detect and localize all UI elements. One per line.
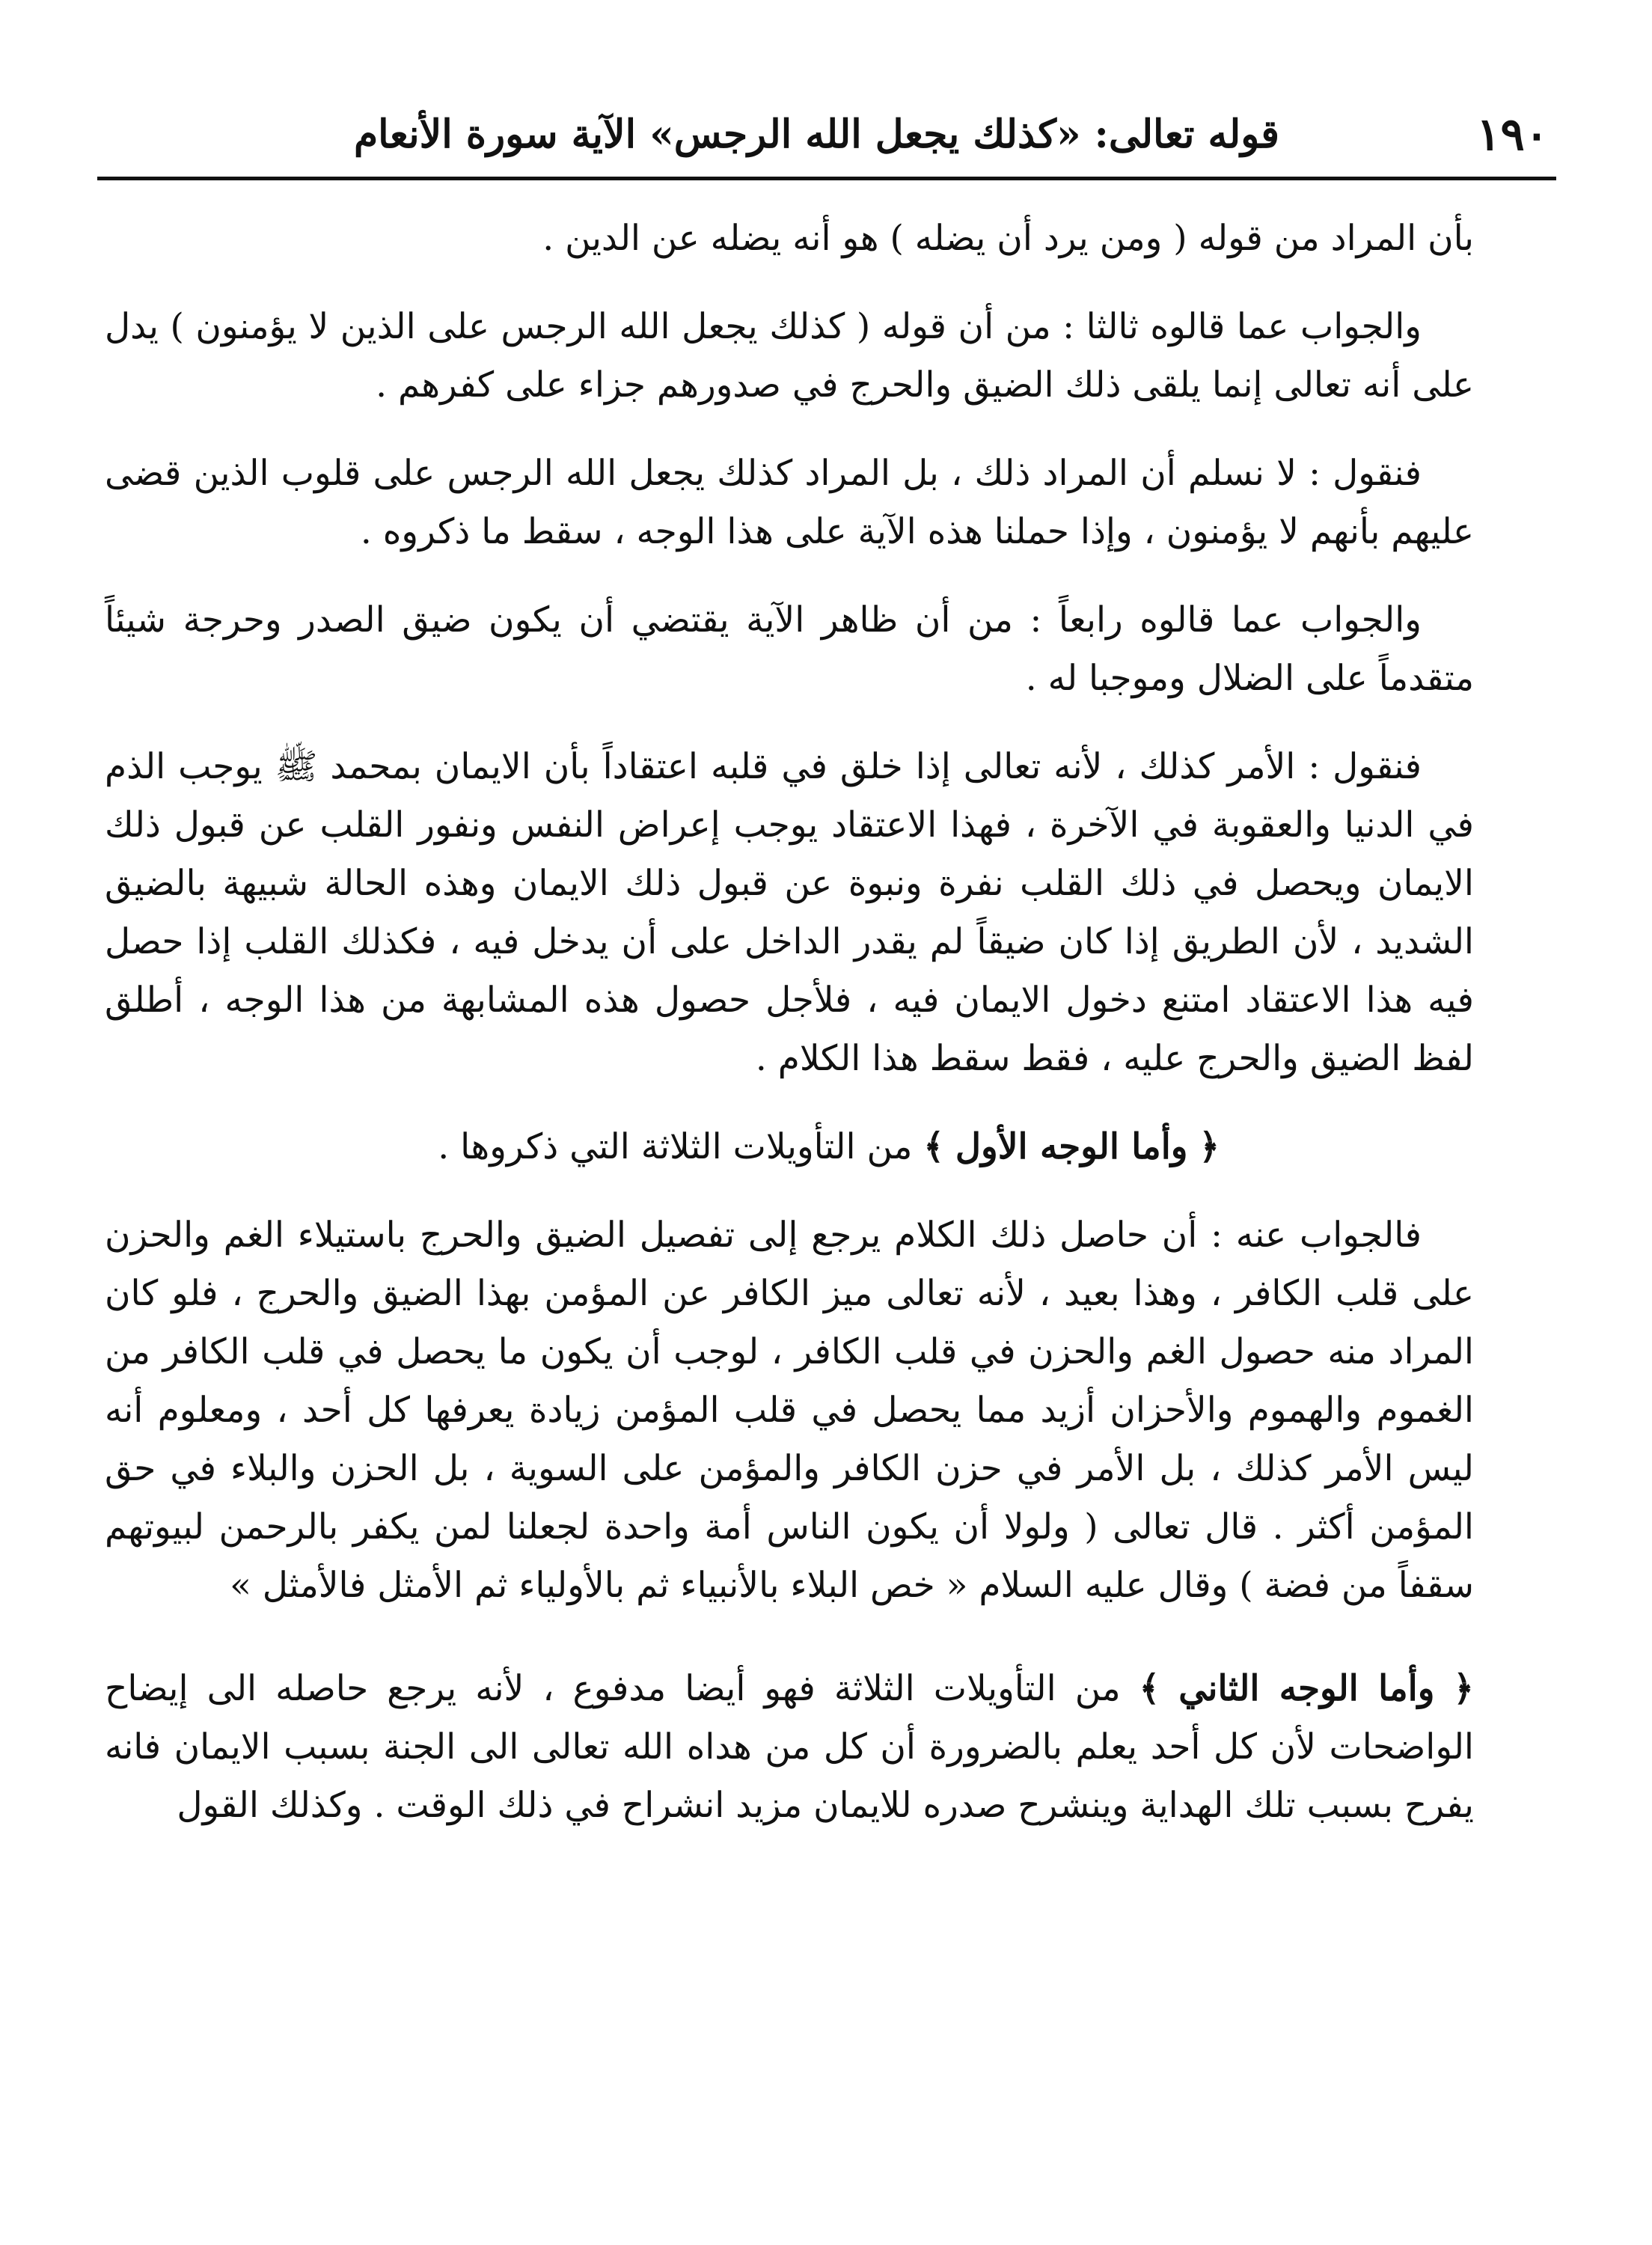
ornate-bracket-open: ﴿: [1199, 1126, 1220, 1167]
paragraph-1: بأن المراد من قوله ( ومن يرد أن يضله ) هو أنه يضله عن الدين .: [542, 218, 1474, 259]
section-term: وأما الوجه الثاني: [1178, 1668, 1435, 1709]
paragraph-4: والجواب عما قالوه رابعاً : من أن ظاهر الآية يقتضي أن يكون ضيق الصدر وحرجة شيئاً متقدماً على الضلال وموجبا له .: [105, 599, 1474, 699]
paragraph-7: فالجواب عنه : أن حاصل ذلك الكلام يرجع إلى تفصيل الضيق والحرج باستيلاء الغم والحزن على قلب الكافر ، وهذا بعيد ، لأنه تعالى ميز الكافر عن المؤمن بهذا الضيق والحرج ، فلو كان المراد منه حصول الغم والحزن في قلب الكافر ، لوجب أن يكون ما يحصل في قلب الكافر من الغموم والهموم والأحزان أزيد مما يحصل في قلب المؤمن زيادة يعرفها كل أحد ، ومعلوم أنه ليس الأمر كذلك ، بل الأمر في حزن الكافر والمؤمن على السوية ، بل الحزن والبلاء في حق المؤمن أكثر . قال تعالى ( ولولا أن يكون الناس أمة واحدة لجعلنا لمن يكفر بالرحمن لبيوتهم سقفاً من فضة ) وقال عليه السلام « خص البلاء بالأنبياء ثم بالأولياء ثم الأمثل فالأمثل »: [105, 1215, 1474, 1606]
paragraph-6-text: من التأويلات الثلاثة التي ذكروها .: [438, 1126, 913, 1167]
ornate-bracket-open: ﴿: [1453, 1668, 1474, 1709]
ornate-bracket-close: ﴾: [923, 1126, 944, 1167]
page-header: [97, 97, 1556, 180]
header-rule: [97, 177, 1556, 180]
running-title: قوله تعالى: «كذلك يجعل الله الرجس» الآية سورة الأنعام: [353, 112, 1279, 157]
page-number: ١٩٠: [1476, 109, 1549, 161]
body-text: [105, 210, 1474, 1865]
paragraph-5: فنقول : الأمر كذلك ، لأنه تعالى إذا خلق في قلبه اعتقاداً بأن الايمان بمحمد ﷺ يوجب الذم في الدنيا والعقوبة في الآخرة ، فهذا الاعتقاد يوجب إعراض النفس ونفور القلب عن قبول ذلك الايمان ويحصل في ذلك القلب نفرة ونبوة عن قبول ذلك الايمان وهذه الحالة شبيهة بالضيق الشديد ، لأن الطريق إذا كان ضيقاً لم يقدر الداخل على أن يدخل فيه ، فكذلك القلب إذا حصل فيه هذا الاعتقاد امتنع دخول الايمان فيه ، فلأجل حصول هذه المشابهة من هذا الوجه ، أطلق لفظ الضيق والحرج عليه ، فقط سقط هذا الكلام .: [105, 746, 1474, 1079]
ornate-bracket-close: ﴾: [1139, 1668, 1160, 1709]
paragraph-8-text: من التأويلات الثلاثة فهو أيضا مدفوع ، لأنه يرجع حاصله الى إيضاح الواضحات لأن كل أحد يعلم بالضرورة أن كل من هداه الله تعالى الى الجنة بسبب الايمان فانه يفرح بسبب تلك الهداية وينشرح صدره للايمان مزيد انشراح في ذلك الوقت . وكذلك القول: [105, 1668, 1474, 1826]
paragraph-2: والجواب عما قالوه ثالثا : من أن قوله ( كذلك يجعل الله الرجس على الذين لا يؤمنون ) يدل على أنه تعالى إنما يلقى ذلك الضيق والحرج في صدورهم جزاء على كفرهم .: [105, 306, 1474, 406]
paragraph-8: [105, 1660, 1474, 1835]
paragraph-3: فنقول : لا نسلم أن المراد ذلك ، بل المراد كذلك يجعل الله الرجس على قلوب الذين قضى عليهم بأنهم لا يؤمنون ، وإذا حملنا هذه الآية على هذا الوجه ، سقط ما ذكروه .: [105, 453, 1474, 552]
paragraph-6: [105, 1118, 1474, 1176]
section-term: وأما الوجه الأول: [955, 1126, 1188, 1167]
